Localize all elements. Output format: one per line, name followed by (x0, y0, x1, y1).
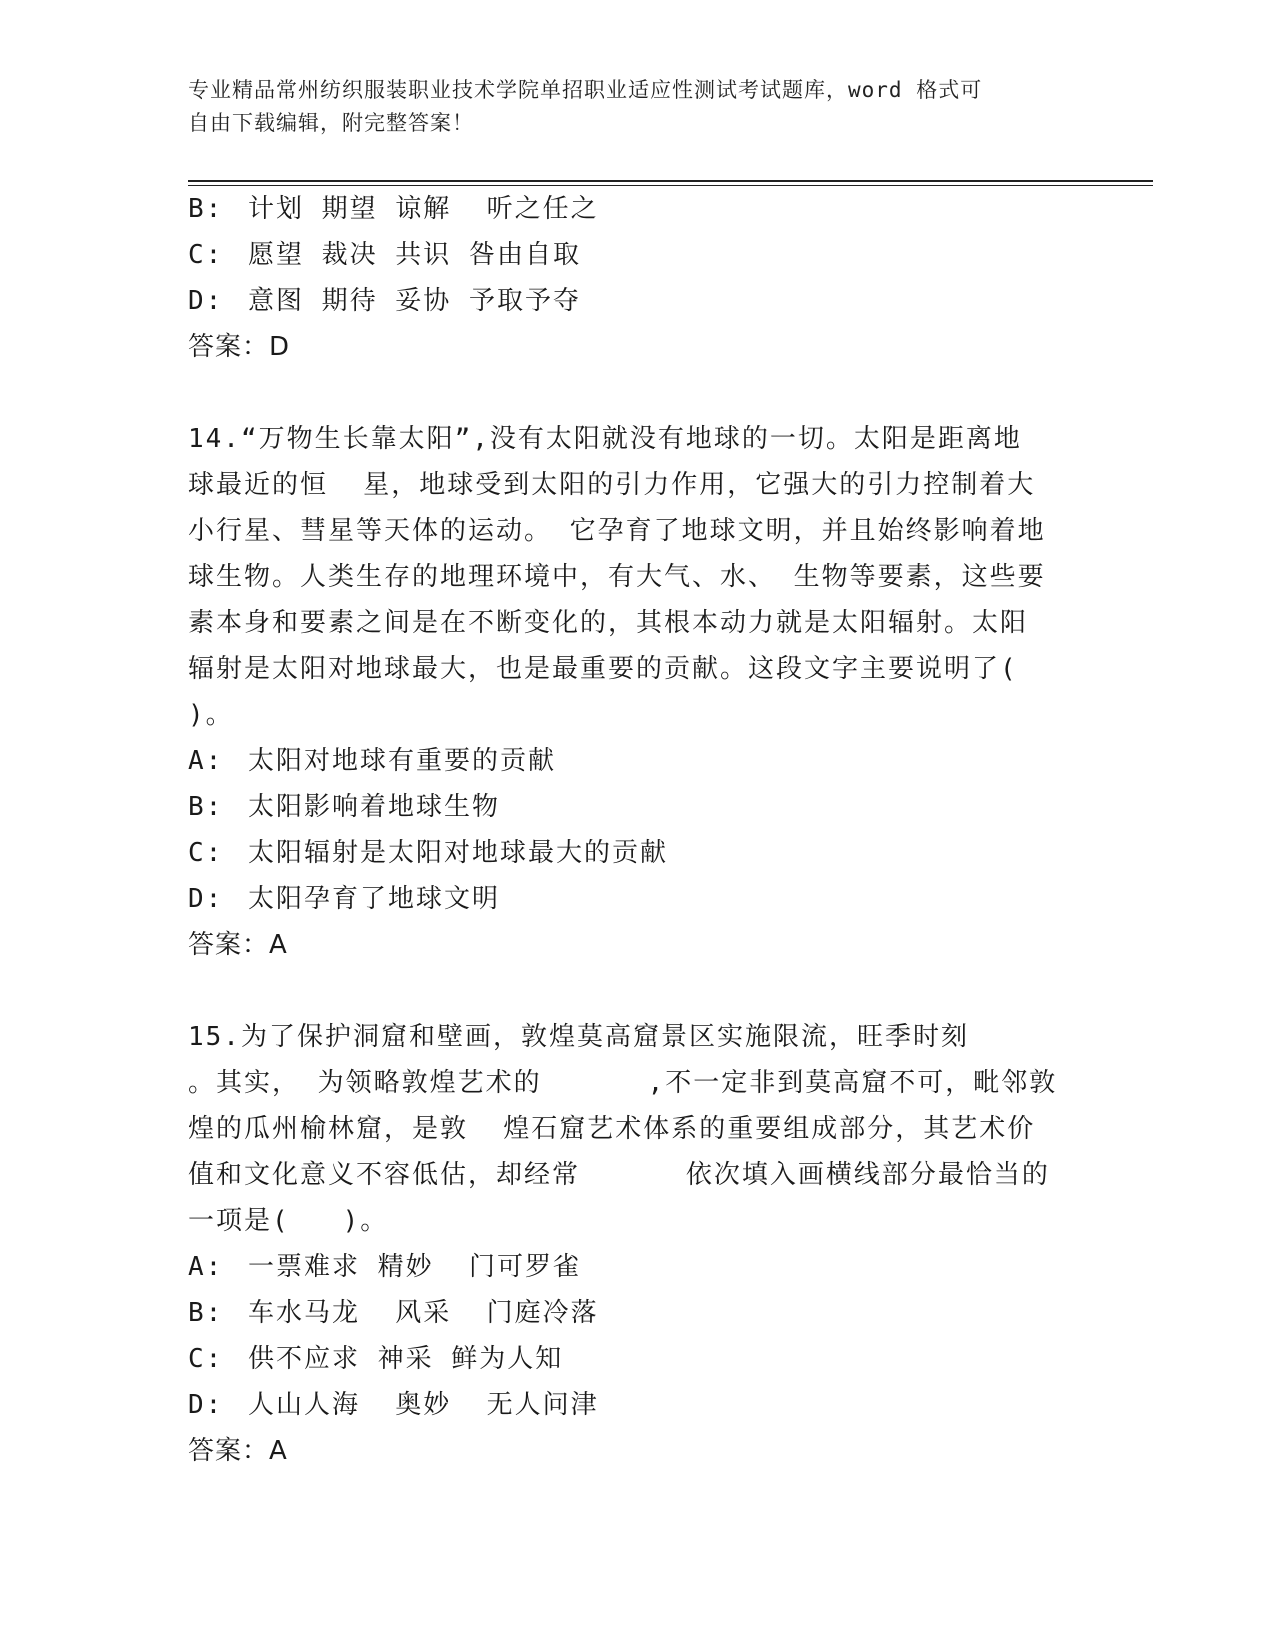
answer: 答案：D (188, 332, 291, 362)
header-line-1: 专业精品常州纺织服装职业技术学院单招职业适应性测试考试题库，word 格式可 (188, 78, 983, 102)
option-key: A: (188, 1252, 224, 1282)
question-text-line: )。 (188, 700, 234, 730)
option-b (188, 186, 1088, 232)
option-key: C: (188, 240, 224, 270)
question-text-line: 煌的瓜州榆林窟，是敦 煌石窟艺术体系的重要组成部分，其艺术价 (188, 1114, 1036, 1144)
option-text: 车水马龙 风采 门庭冷落 (248, 1298, 599, 1328)
option-text: 计划 期望 谅解 听之任之 (248, 194, 599, 224)
option-d (188, 876, 1088, 922)
option-b (188, 784, 1088, 830)
option-text: 太阳对地球有重要的贡献 (248, 746, 557, 776)
option-text: 人山人海 奥妙 无人问津 (248, 1390, 599, 1420)
option-text: 一票难求 精妙 门可罗雀 (248, 1252, 581, 1282)
question-text-line: 。其实， 为领略敦煌艺术的 ,不一定非到莫高窟不可，毗邻敦 (188, 1068, 1058, 1098)
option-d (188, 1382, 1088, 1428)
option-key: D: (188, 286, 224, 316)
option-key: B: (188, 792, 224, 822)
option-key: D: (188, 1390, 224, 1420)
option-text: 太阳孕育了地球文明 (248, 884, 501, 914)
option-d (188, 278, 1088, 324)
option-c (188, 1336, 1088, 1382)
option-text: 太阳影响着地球生物 (248, 792, 501, 822)
option-a (188, 738, 1088, 784)
option-c (188, 830, 1088, 876)
option-key: B: (188, 1298, 224, 1328)
document-body (188, 186, 1088, 1474)
question-15 (188, 1014, 1088, 1474)
option-text: 供不应求 神采 鲜为人知 (248, 1344, 564, 1374)
option-key: D: (188, 884, 224, 914)
option-key: B: (188, 194, 224, 224)
question-text-line: 辐射是太阳对地球最大，也是最重要的贡献。这段文字主要说明了( (188, 654, 1018, 684)
question-text-line: 球最近的恒 星，地球受到太阳的引力作用，它强大的引力控制着大 (188, 470, 1036, 500)
question-text-line: 小行星、彗星等天体的运动。 它孕育了地球文明，并且始终影响着地 (188, 516, 1046, 546)
question-text-line: 素本身和要素之间是在不断变化的，其根本动力就是太阳辐射。太阳 (188, 608, 1029, 638)
option-c (188, 232, 1088, 278)
option-text: 愿望 裁决 共识 咎由自取 (248, 240, 581, 270)
option-key: C: (188, 838, 224, 868)
header-divider-thick (188, 180, 1153, 182)
question-14 (188, 416, 1088, 968)
option-text: 太阳辐射是太阳对地球最大的贡献 (248, 838, 669, 868)
question-text-line: 值和文化意义不容低估，却经常 依次填入画横线部分最恰当的 (188, 1160, 1050, 1190)
option-b (188, 1290, 1088, 1336)
answer: 答案：A (188, 930, 288, 960)
question-text-line: 一项是( )。 (188, 1206, 389, 1236)
document-header (188, 74, 1088, 140)
option-key: C: (188, 1344, 224, 1374)
option-text: 意图 期待 妥协 予取予夺 (248, 286, 581, 316)
option-key: A: (188, 746, 224, 776)
question-text-line: 15.为了保护洞窟和壁画，敦煌莫高窟景区实施限流，旺季时刻 (188, 1022, 969, 1052)
option-a (188, 1244, 1088, 1290)
question-text-line: 球生物。人类生存的地理环境中，有大气、水、 生物等要素，这些要 (188, 562, 1046, 592)
question-13 (188, 186, 1088, 370)
answer: 答案：A (188, 1436, 288, 1466)
question-text-line: 14.“万物生长靠太阳”,没有太阳就没有地球的一切。太阳是距离地 (188, 424, 1022, 454)
header-line-2: 自由下载编辑，附完整答案！ (188, 111, 474, 135)
